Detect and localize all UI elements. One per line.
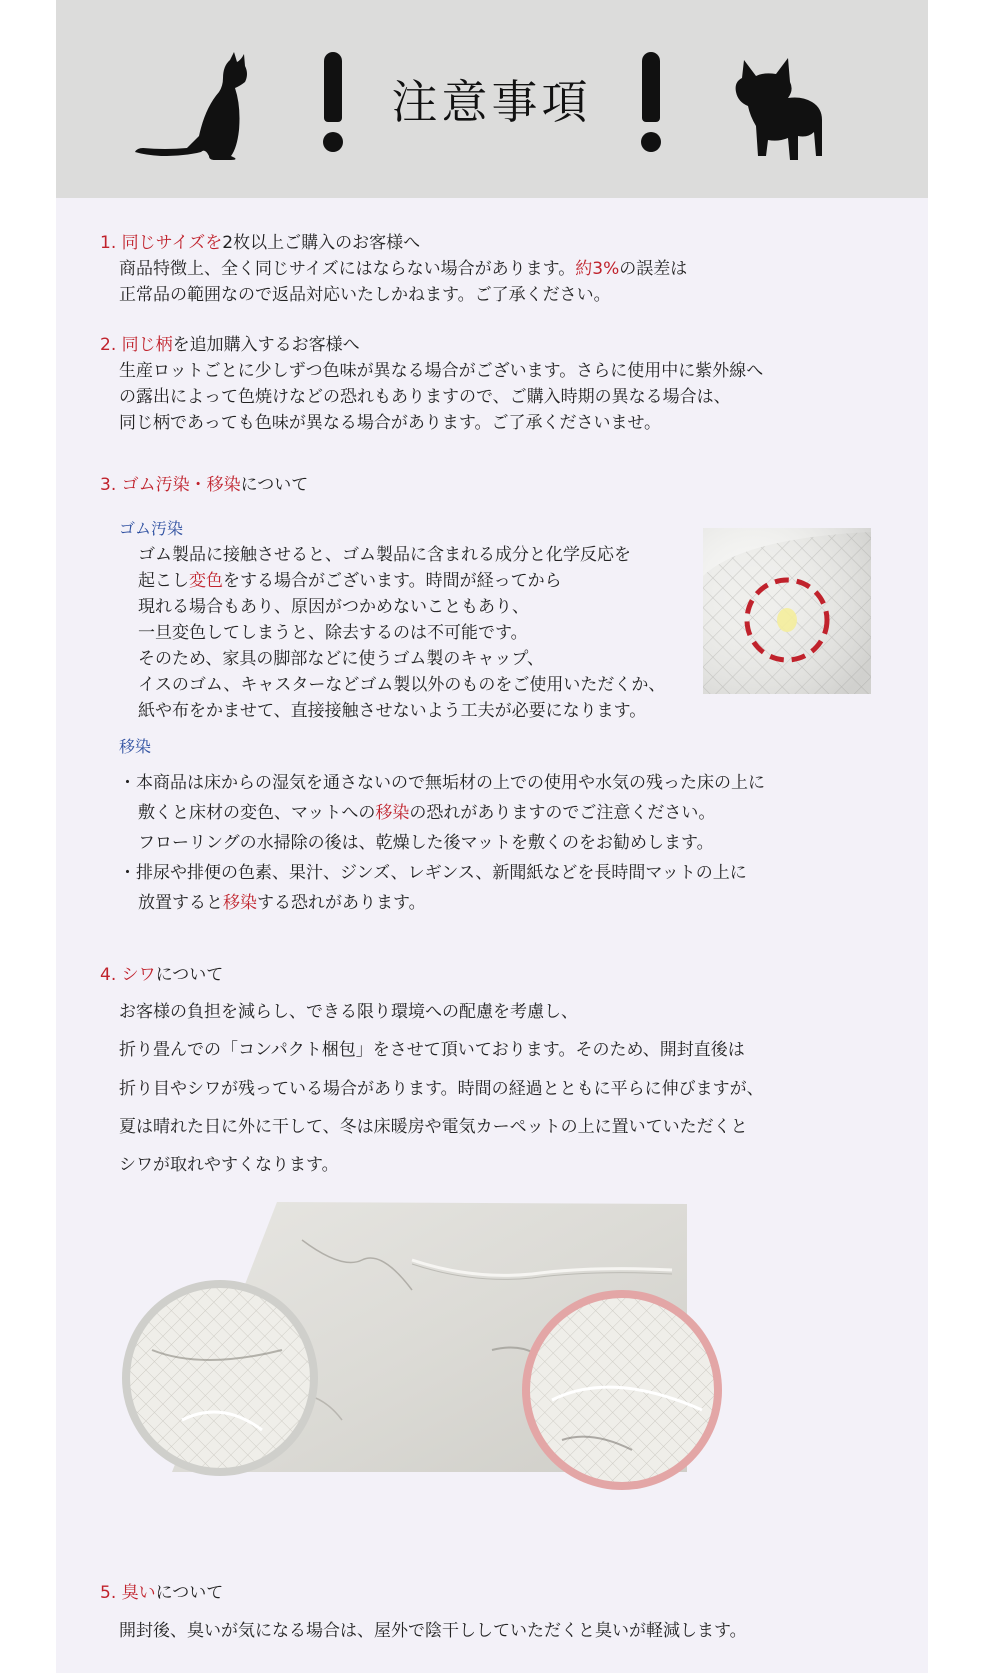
section-3-heading: 3. ゴム汚染・移染について xyxy=(100,475,309,495)
rubber-stain-photo xyxy=(703,528,871,694)
section-4-line-3: 折り目やシワが残っている場合があります。時間の経過とともに平らに伸びますが、 xyxy=(119,1079,764,1099)
section-1-heading: 1. 同じサイズを2枚以上ご購入のお客様へ xyxy=(100,233,421,253)
migration-line-3: フローリングの水掃除の後は、乾燥した後マットを敷くのをお勧めします。 xyxy=(138,833,714,853)
rubber-line-1: ゴム製品に接触させると、ゴム製品に含まれる成分と化学反応を xyxy=(138,545,631,565)
section-2-line-3: 同じ柄であっても色味が異なる場合があります。ご了承くださいませ。 xyxy=(119,413,661,433)
section-5-heading: 5. 臭いについて xyxy=(100,1583,224,1603)
section-4-line-2: 折り畳んでの「コンパクト梱包」をさせて頂いております。そのため、開封直後は xyxy=(119,1040,745,1060)
migration-line-2: 敷くと床材の変色、マットへの移染の恐れがありますのでご注意ください。 xyxy=(138,803,716,823)
section-2-heading: 2. 同じ柄を追加購入するお客様へ xyxy=(100,335,360,355)
exclamation-right-icon xyxy=(638,52,664,162)
dog-silhouette-icon xyxy=(728,56,828,166)
rubber-line-2: 起こし変色をする場合がございます。時間が経ってから xyxy=(138,571,562,591)
section-2-line-1: 生産ロットごとに少しずつ色味が異なる場合がございます。さらに使用中に紫外線へ xyxy=(119,361,764,381)
section-4-heading: 4. シワについて xyxy=(100,965,224,985)
page-title: 注意事項 xyxy=(391,75,592,129)
section-4-line-5: シワが取れやすくなります。 xyxy=(119,1155,339,1175)
migration-line-5: 放置すると移染する恐れがあります。 xyxy=(138,893,426,913)
migration-line-1: ・本商品は床からの湿気を通さないので無垢材の上での使用や水気の残った床の上に xyxy=(119,773,765,793)
migration-line-4: ・排尿や排便の色素、果汁、ジンズ、レギンス、新聞紙などを長時間マットの上に xyxy=(119,863,747,883)
section-4-line-1: お客様の負担を減らし、できる限り環境への配慮を考慮し、 xyxy=(119,1002,578,1022)
rubber-line-5: そのため、家具の脚部などに使うゴム製のキャップ、 xyxy=(138,649,544,669)
section-4-line-4: 夏は晴れた日に外に干して、冬は床暖房や電気カーペットの上に置いていただくと xyxy=(119,1117,748,1137)
migration-stain-subheading: 移染 xyxy=(119,737,152,756)
section-2-line-2: の露出によって色焼けなどの恐れもありますので、ご購入時期の異なる場合は、 xyxy=(119,387,731,407)
section-5-line-1: 開封後、臭いが気になる場合は、屋外で陰干ししていただくと臭いが軽減します。 xyxy=(119,1621,747,1641)
rubber-line-7: 紙や布をかませて、直接接触させないよう工夫が必要になります。 xyxy=(138,701,647,721)
rubber-line-4: 一旦変色してしまうと、除去するのは不可能です。 xyxy=(138,623,528,643)
rubber-stain-subheading: ゴム汚染 xyxy=(119,519,184,538)
wrinkled-mat-photo xyxy=(112,1200,772,1510)
section-1-line-2: 正常品の範囲なので返品対応いたしかねます。ご了承ください。 xyxy=(119,285,611,305)
rubber-line-6: イスのゴム、キャスターなどゴム製以外のものをご使用いただくか、 xyxy=(138,675,666,695)
rubber-line-3: 現れる場合もあり、原因がつかめないこともあり、 xyxy=(138,597,529,617)
section-1-line-1: 商品特徴上、全く同じサイズにはならない場合があります。約3%の誤差は xyxy=(119,259,688,279)
